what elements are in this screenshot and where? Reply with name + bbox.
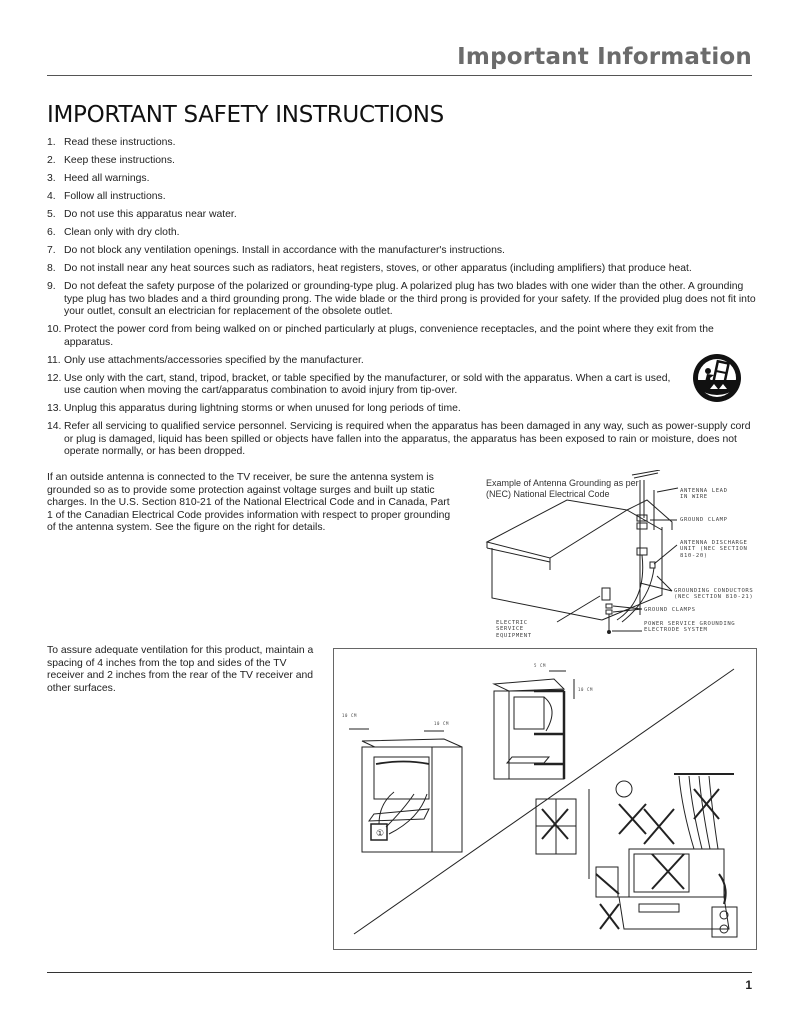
list-item: 8. Do not install near any heat sources such as radiators, heat registers, stoves, or other apparatus (including amplifiers) that produce heat.: [47, 263, 692, 274]
label-side-clearance-right: 10 CM: [434, 721, 450, 726]
list-item: 10. Protect the power cord from being walked on or pinched particularly at plugs, convenience receptacles, and the point where they exit from the apparatus.: [47, 324, 714, 348]
list-item: 4. Follow all instructions.: [47, 191, 166, 202]
list-item: 6. Clean only with dry cloth.: [47, 227, 180, 238]
figure-caption: Example of Antenna Grounding as per (NEC) National Electrical Code: [486, 478, 639, 499]
svg-text:①: ①: [376, 829, 385, 839]
label-power-service-grounding: POWER SERVICE GROUNDING ELECTRODE SYSTEM: [644, 621, 736, 634]
label-electric-service-equipment: ELECTRIC SERVICE EQUIPMENT: [496, 620, 532, 639]
ventilation-figure: [333, 648, 757, 950]
list-item: 5. Do not use this apparatus near water.: [47, 209, 237, 220]
list-item: 13. Unplug this apparatus during lightning storms or when unused for long periods of time.: [47, 403, 461, 414]
label-rear-clearance: 5 CM: [534, 663, 547, 668]
page-title: IMPORTANT SAFETY INSTRUCTIONS: [47, 102, 444, 128]
header-divider: [47, 75, 752, 76]
label-antenna-lead-in-wire: ANTENNA LEAD IN WIRE: [680, 488, 728, 501]
page-number: 1: [745, 978, 752, 992]
antenna-grounding-figure: [482, 470, 762, 640]
list-item: 11. Only use attachments/accessories specified by the manufacturer.: [47, 354, 364, 366]
label-ground-clamps: GROUND CLAMPS: [644, 607, 696, 613]
list-item: 2. Keep these instructions.: [47, 155, 175, 166]
footer-divider: [47, 972, 752, 973]
ventilation-diagram: [334, 649, 756, 949]
antenna-grounding-paragraph: If an outside antenna is connected to the TV receiver, be sure the antenna system is grounded so as to provide some protection against voltage surges and built up static charges. In the U.S. Section 810-21 of the National Electrical Code and in Canada, Part 1 of the Canadian Electrical Code provides information with respect to proper grounding of the antenna system. See the figure on the right for details.: [47, 472, 451, 533]
list-item: 9. Do not defeat the safety purpose of the polarized or grounding-type plug. A polarized plug has two blades with one wider than the other. A grounding type plug has two blades and a third grounding prong. The wide blade or the third prong is provided for your safety. If the provided plug does not fit into your outlet, consult an electrician for replacement of the obsolete outlet.: [47, 281, 756, 317]
label-ground-clamp: GROUND CLAMP: [680, 517, 728, 523]
ventilation-paragraph: To assure adequate ventilation for this product, maintain a spacing of 4 inches from the top and sides of the TV receiver and 2 inches from the rear of the TV receiver and other surfaces.: [47, 645, 314, 694]
list-item: 1. Read these instructions.: [47, 137, 176, 148]
list-item: 12. Use only with the cart, stand, tripod, bracket, or table specified by the manufacturer, or sold with the apparatus. When a cart is used, use caution when moving the cart/apparatus combination to avoid injury from tip-over.: [47, 372, 671, 396]
safety-instructions-list: [47, 137, 759, 464]
header-title: Important Information: [457, 44, 752, 70]
list-item: 7. Do not block any ventilation openings. Install in accordance with the manufacturer's instructions.: [47, 245, 505, 256]
list-item: 14. Refer all servicing to qualified service personnel. Servicing is required when the apparatus has been damaged in any way, such as power-supply cord or plug is damaged, liquid has been spilled or objects have fallen into the apparatus, the apparatus has been exposed to rain or moisture, does not operate normally, or has been dropped.: [47, 421, 751, 457]
list-item: 3. Heed all warnings.: [47, 173, 150, 184]
label-antenna-discharge-unit: ANTENNA DISCHARGE UNIT (NEC SECTION 810-20): [680, 540, 748, 559]
label-grounding-conductors: GROUNDING CONDUCTORS (NEC SECTION 810-21): [674, 588, 754, 601]
label-side-clearance-left: 10 CM: [342, 713, 358, 718]
cart-tip-over-warning-icon: [692, 353, 742, 403]
label-top-clearance: 10 CM: [578, 687, 594, 692]
